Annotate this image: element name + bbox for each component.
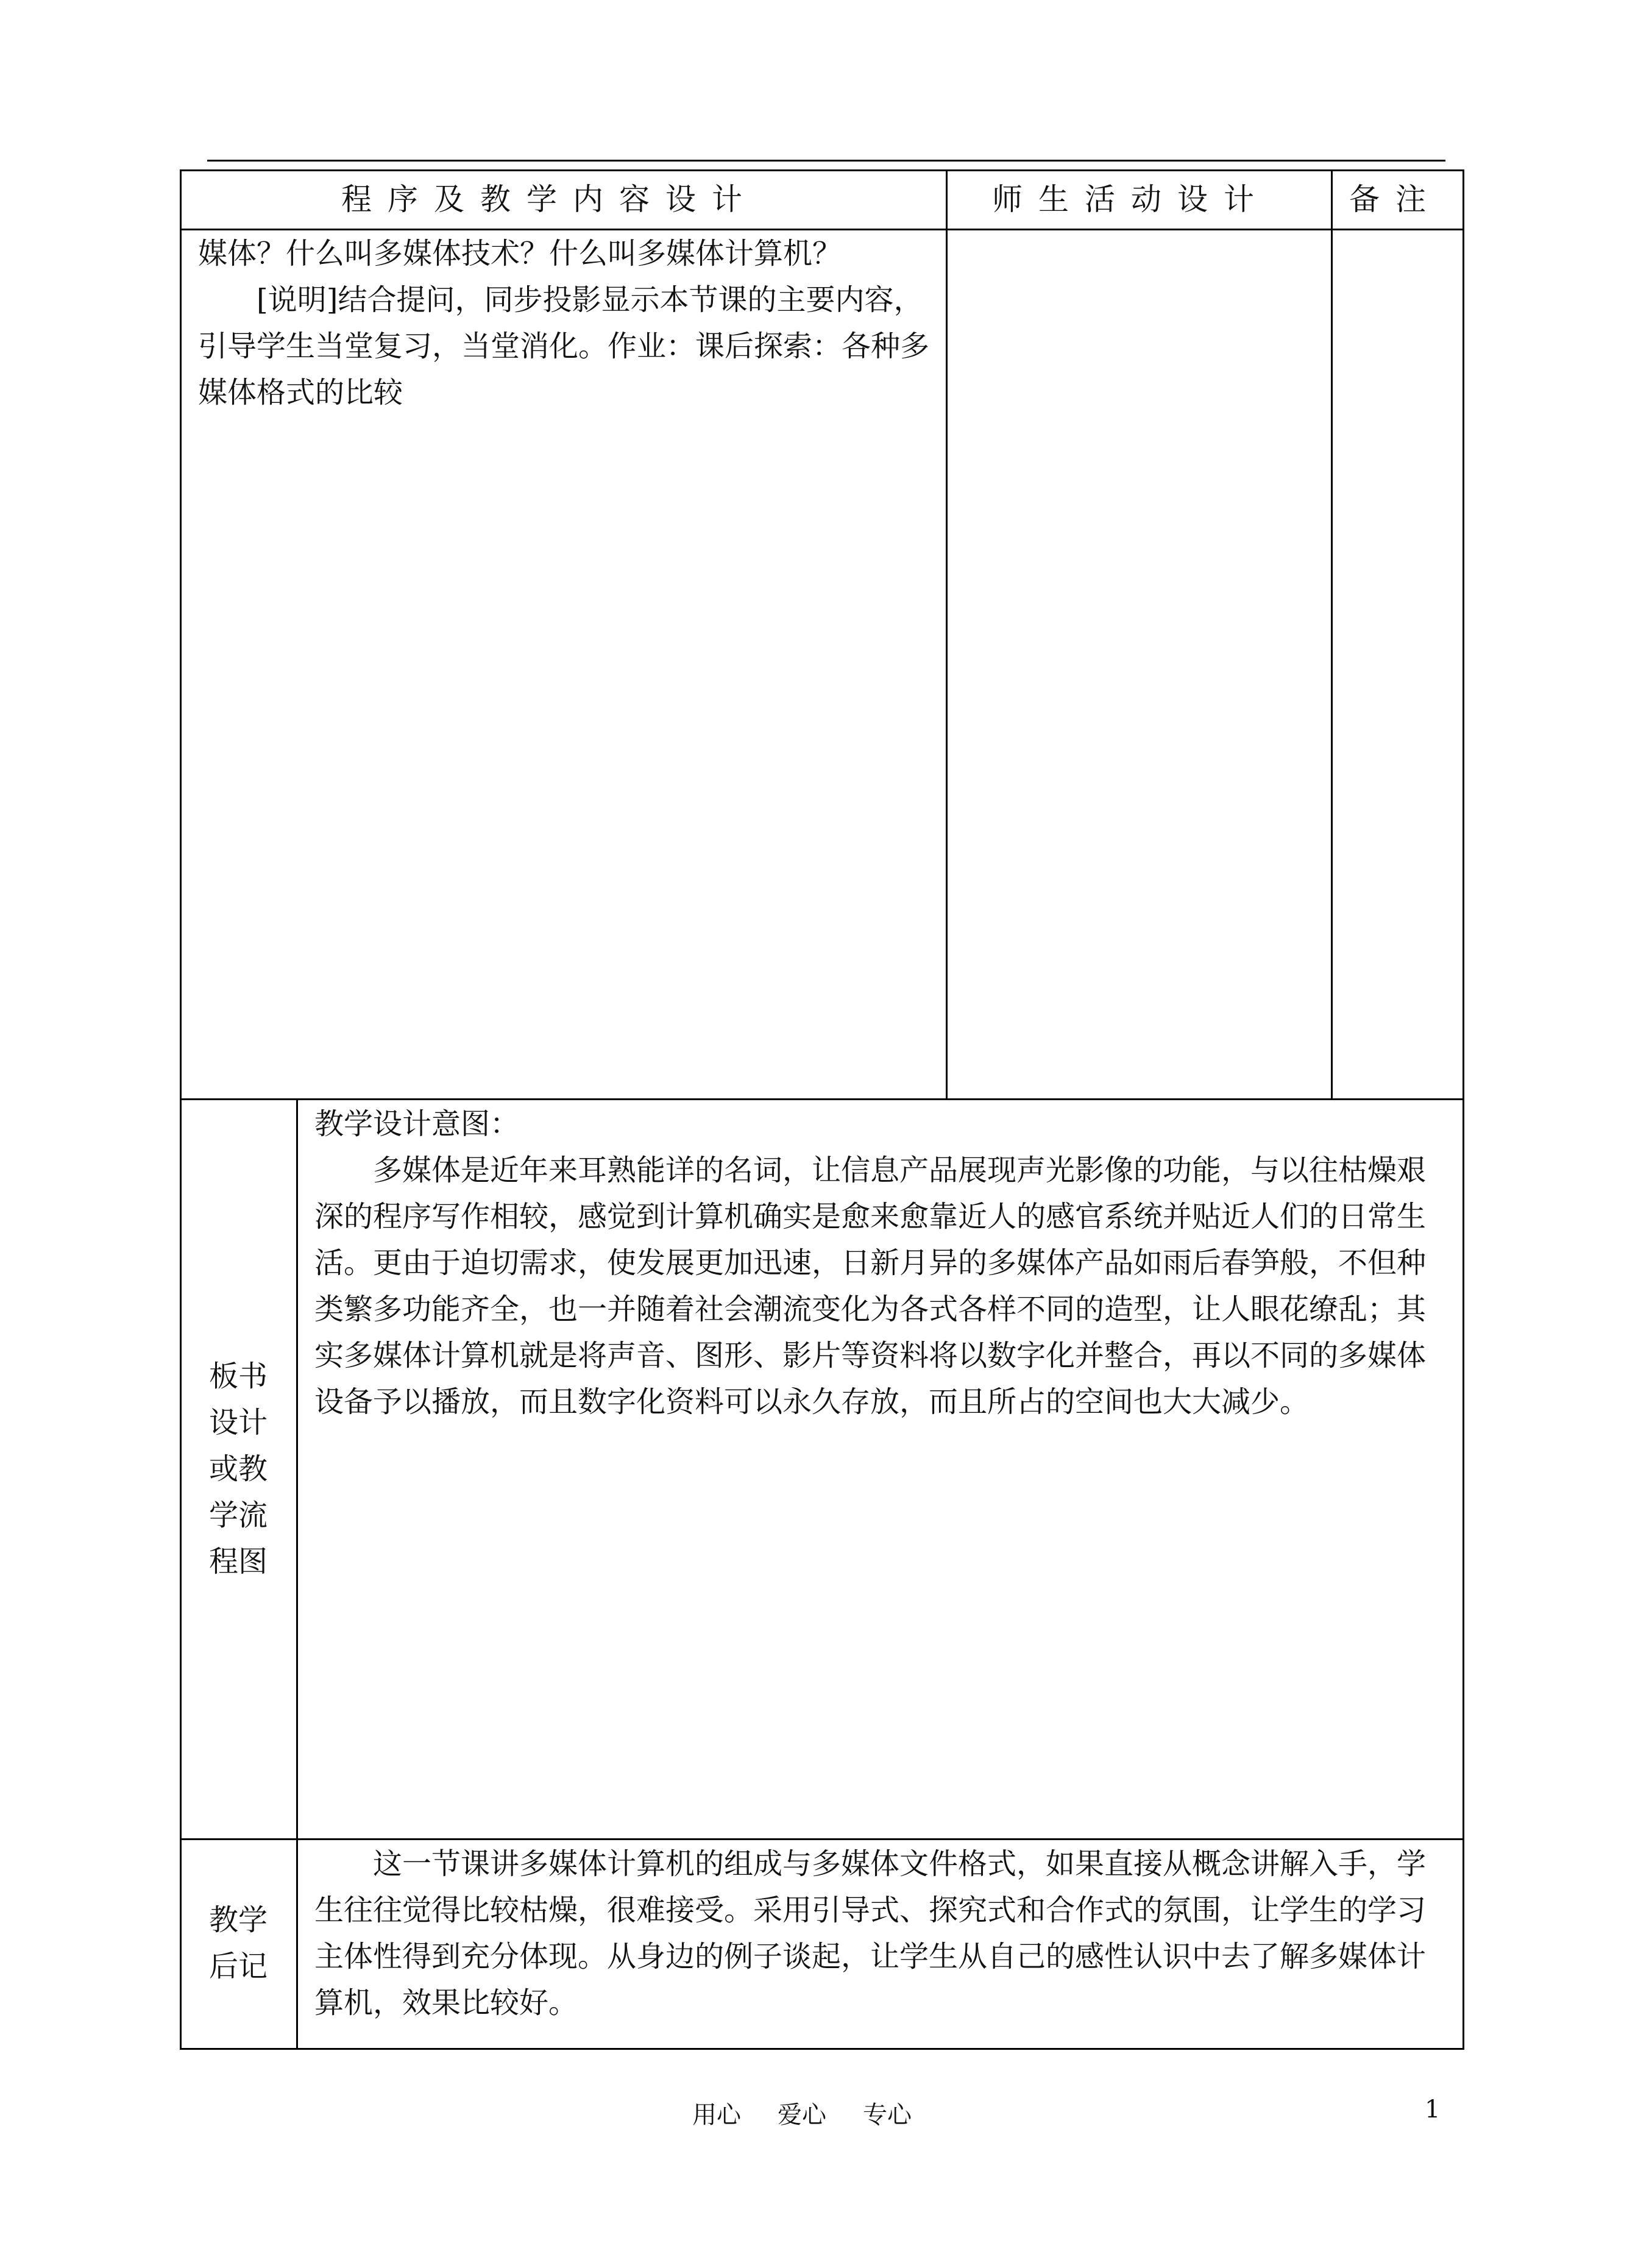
row2-label-line: 设计 bbox=[208, 1406, 268, 1440]
table-border-right bbox=[1462, 169, 1464, 2050]
design-intent-body: 多媒体是近年来耳熟能详的名词，让信息产品展现声光影像的功能，与以往枯燥艰深的程序写作相较，感觉到计算机确实是愈来愈靠近人的感官系统并贴近人们的日常生活。更由于迫切需求，使发展更加迅速，日新月异的多媒体产品如雨后春笋般，不但种类繁多功能齐全，也一并随着社会潮流变化为各式各样不同的造型，让人眼花缭乱；其实多媒体计算机就是将声音、图形、影片等资料将以数字化并整合，再以不同的多媒体设备予以播放，而且数字化资料可以永久存放，而且所占的空间也大大减少。 bbox=[314, 1153, 1427, 1419]
table-border-bottom bbox=[180, 2048, 1464, 2050]
footer-motto-item: 专心 bbox=[863, 2101, 912, 2129]
column-divider-remarks bbox=[1331, 169, 1333, 1100]
label-column-divider bbox=[296, 1098, 298, 2050]
postscript-body: 这一节课讲多媒体计算机的组成与多媒体文件格式，如果直接从概念讲解入手，学生往往觉得比较枯燥，很难接受。采用引导式、探究式和合作式的氛围，让学生的学习主体性得到充分体现。从身边的例子谈起，让学生从自己的感性认识中去了解多媒体计算机，效果比较好。 bbox=[314, 1847, 1427, 2020]
row2-label-line: 程图 bbox=[208, 1545, 268, 1579]
row3-content bbox=[314, 1841, 1448, 2026]
footer-motto-item: 用心 bbox=[692, 2101, 741, 2129]
footer-motto-item: 爱心 bbox=[778, 2101, 826, 2129]
header-remarks: 备注 bbox=[1349, 182, 1442, 217]
row2-label-line: 板书 bbox=[208, 1359, 268, 1393]
row2-label-line: 学流 bbox=[208, 1498, 268, 1532]
footer-motto bbox=[692, 2096, 912, 2130]
table-row-divider bbox=[180, 1098, 1464, 1100]
row3-label-line: 教学 bbox=[208, 1903, 268, 1937]
row1-line-continuation: 媒体？什么叫多媒体技术？什么叫多媒体计算机？ bbox=[198, 236, 842, 271]
table-border-left bbox=[180, 169, 182, 2050]
row3-label-line: 后记 bbox=[208, 1949, 268, 1983]
header-activity: 师生活动设计 bbox=[992, 182, 1270, 217]
row2-label-line: 或教 bbox=[208, 1452, 268, 1486]
row2-content bbox=[314, 1101, 1448, 1425]
row3-label bbox=[199, 1897, 278, 1989]
column-divider-activity bbox=[946, 169, 948, 1100]
row1-explanation: [说明]结合提问，同步投影显示本节课的主要内容，引导学生当堂复习，当堂消化。作业：课后探索：各种多媒体格式的比较 bbox=[198, 283, 930, 410]
row1-content bbox=[198, 230, 929, 416]
table-border-top bbox=[180, 169, 1464, 171]
row2-label bbox=[199, 1353, 278, 1585]
page-number: 1 bbox=[1425, 2096, 1441, 2124]
table-row-divider bbox=[180, 1838, 1464, 1840]
header-program: 程序及教学内容设计 bbox=[341, 182, 758, 217]
design-intent-title: 教学设计意图： bbox=[314, 1107, 520, 1141]
